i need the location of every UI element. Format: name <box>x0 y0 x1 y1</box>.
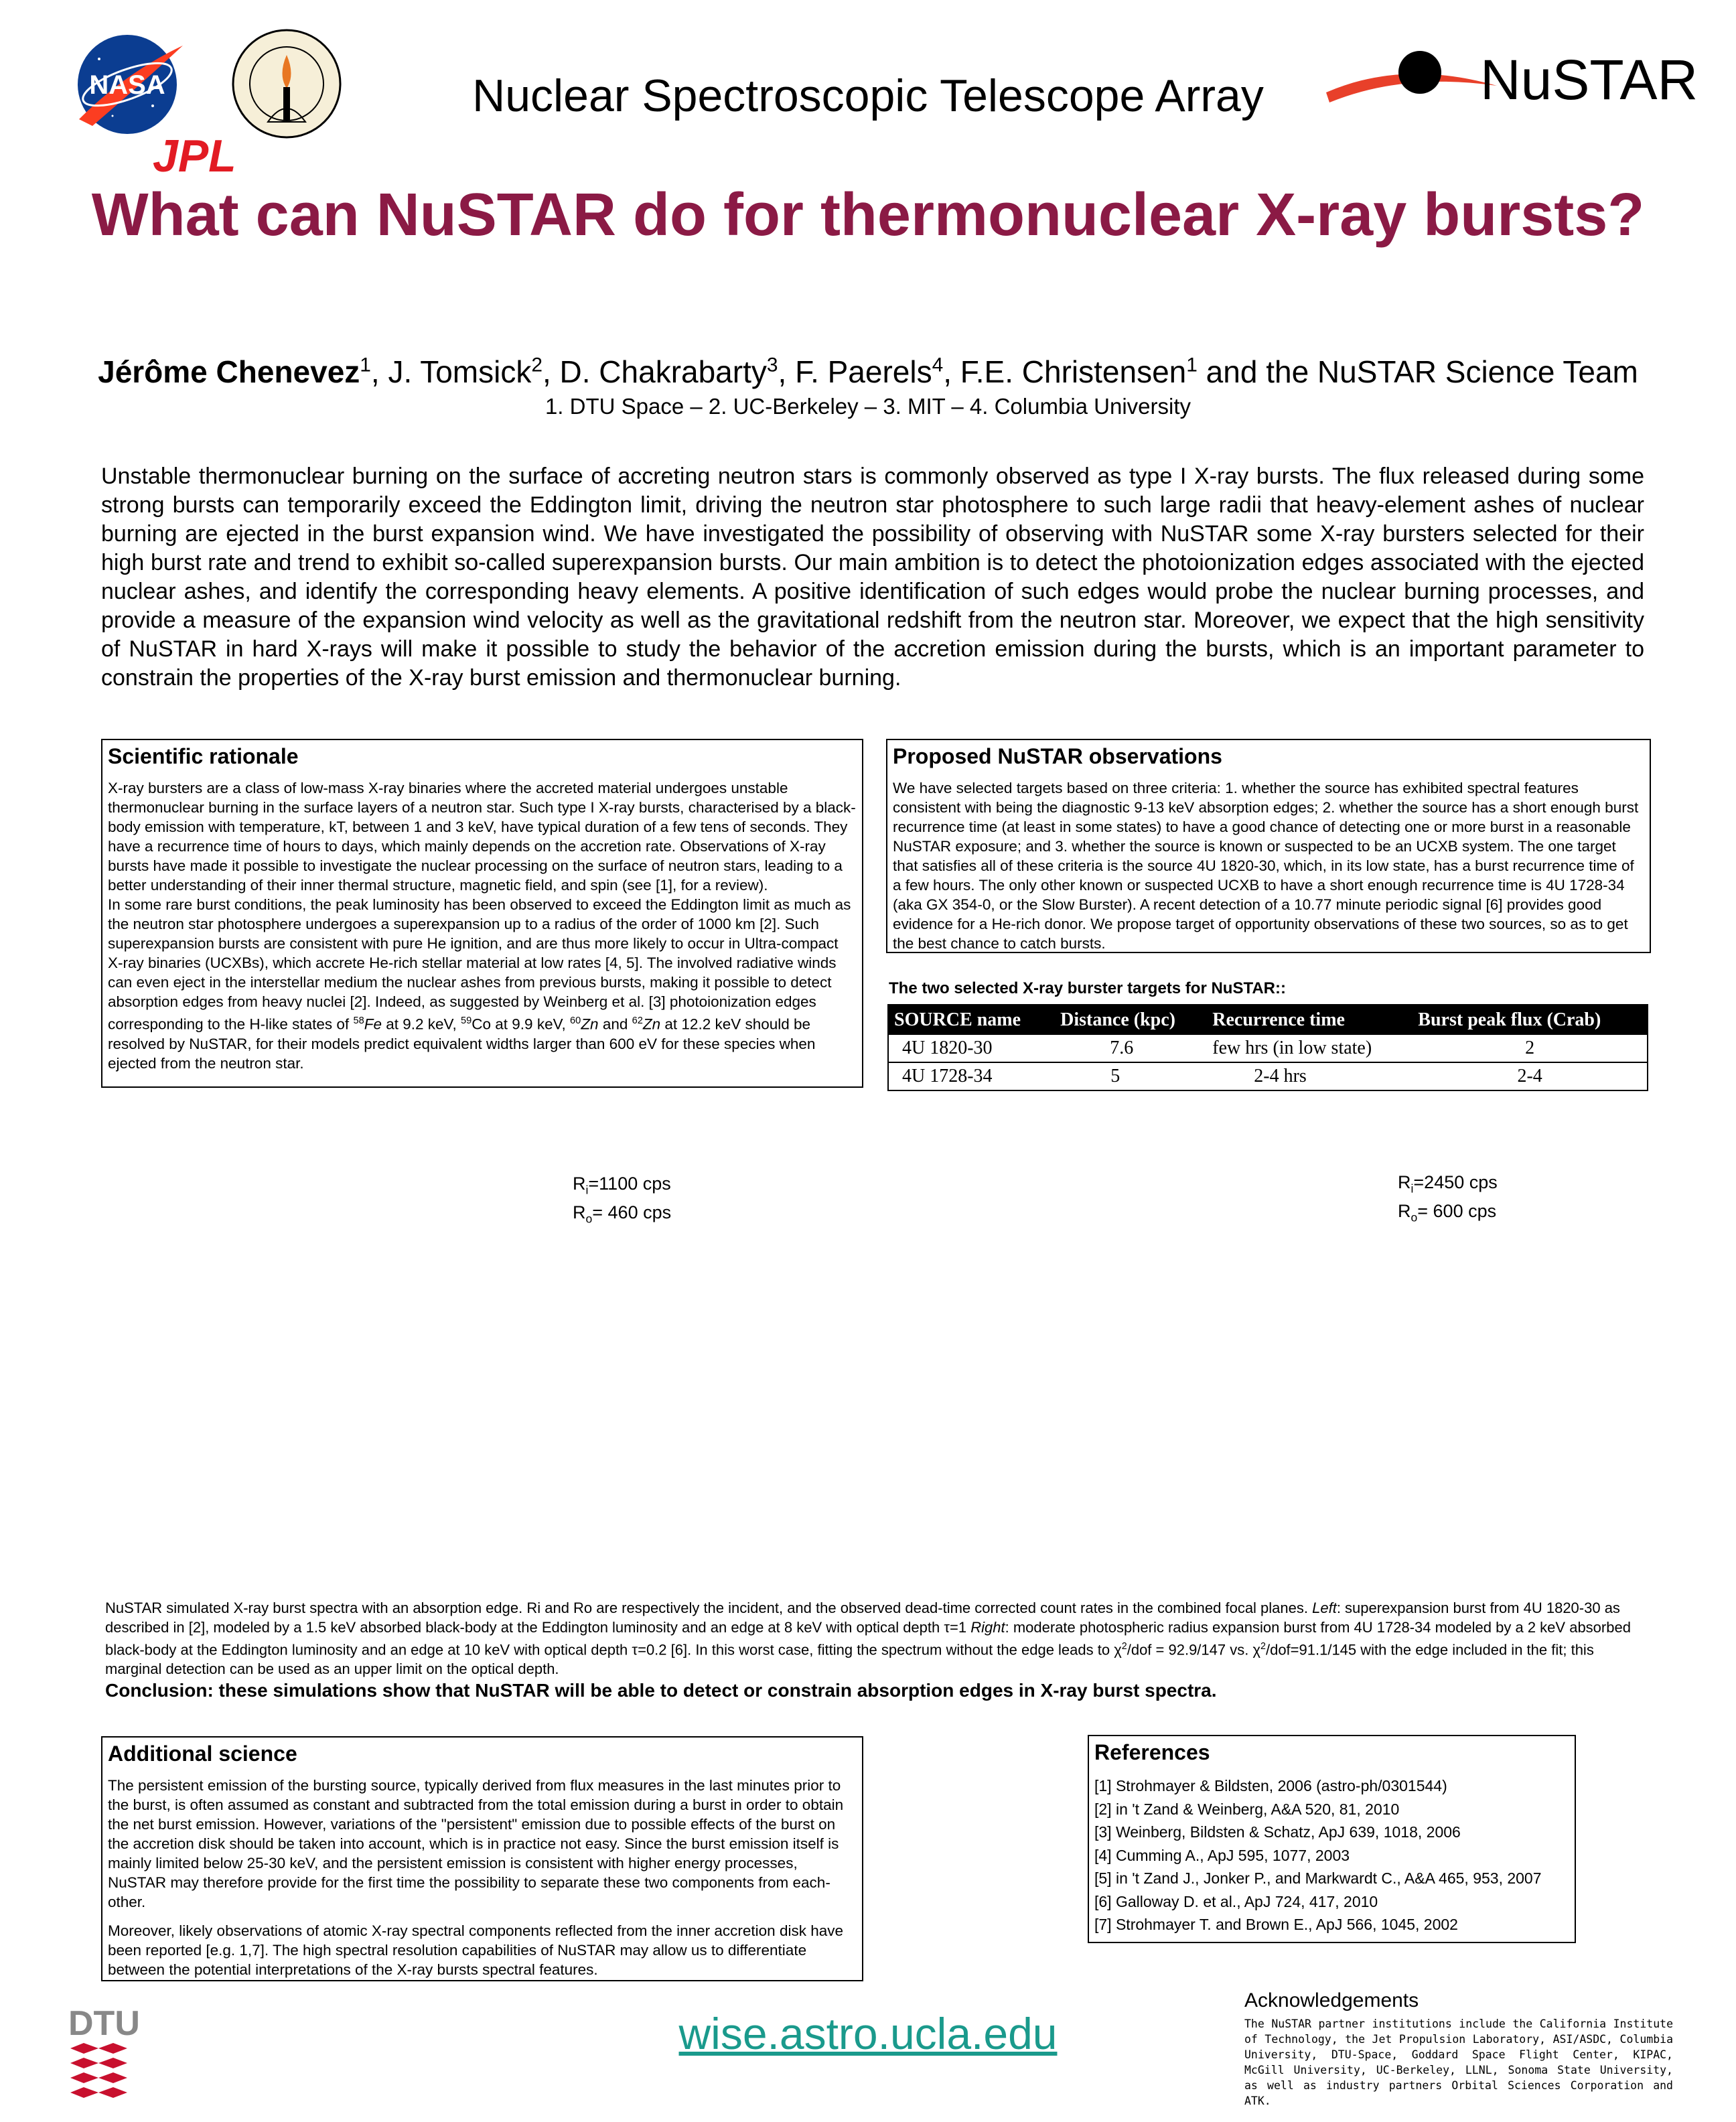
author-name: D. Chakrabarty <box>559 354 767 389</box>
author-sep: , <box>370 354 388 389</box>
acknowledgements-body: The NuSTAR partner institutions include the California Institute of Technology, the Jet Propulsion Laboratory, ASI/ASDC, Columbia University, DTU-Space, Goddard Space Flight Center, KIPAC, McGill University, UC-Berkeley, LLNL, Sonoma State University, as well as industry partners Orbital Sciences Corporation and ATK. <box>1244 2018 1673 2107</box>
column-header: Recurrence time <box>1207 1005 1413 1035</box>
figure-caption: NuSTAR simulated X-ray burst spectra with an absorption edge. Ri and Ro are respectively the incident, and the observed dead-time corrected count rates in the combined focal planes. Left: superexpansion burst from 4U 1820-30 as described in [2], modeled by a 1.5 keV absorbed black-body at the Eddington luminosity and an edge at 8 keV with optical depth τ=1 Right: moderate photospheric radius expansion burst from 4U 1728-34 modeled by a 2 keV absorbed black-body at the Eddington luminosity and an edge at 10 keV with optical depth τ=0.2 [6]. In this worst case, fitting the spectrum without the edge leads to $\chi^2$/dof = 92.9/147 vs. $\chi^2/dof=91.1/145$ with the edge included in the fit; this marginal detection can be used as an upper limit on the optical depth. <box>105 1600 1631 1678</box>
reference-list <box>1094 1774 1569 1936</box>
reference-item: [5] in 't Zand J., Jonker P., and Markwardt C., A&A 465, 953, 2007 <box>1094 1869 1542 1887</box>
right-rates: $R_i=2450$ cps $R_o= 600$ cps <box>1398 1172 1498 1224</box>
scientific-rationale-box <box>101 739 863 1088</box>
svg-text:DTU: DTU <box>68 2004 140 2043</box>
table-header-row <box>888 1005 1648 1035</box>
svg-text:NASA: NASA <box>89 70 165 100</box>
column-header: Distance (kpc) <box>1055 1005 1207 1035</box>
cell: few hrs (in low state) <box>1207 1035 1413 1062</box>
section-heading: Additional science <box>108 1742 297 1766</box>
author-name: F.E. Christensen <box>960 354 1187 389</box>
authors <box>0 354 1736 390</box>
proposed-observations-box <box>886 739 1651 953</box>
cell: 4U 1728-34 <box>888 1062 1055 1090</box>
targets-table <box>887 1004 1648 1091</box>
svg-text:JPL: JPL <box>153 131 236 182</box>
proposed-body: We have selected targets based on three criteria: 1. whether the source has exhibited spectral features consistent with being the diagnostic 9-13 keV absorption edges; 2. whether the source has a short enough burst recurrence time (at least in some states) to have a good chance of detecting one or more burst in a reasonable NuSTAR exposure; and 3. whether the source is known or suspected to be an UCXB system. The one target that satisfies all of these criteria is the source 4U 1820-30, which, in its low state, has a burst recurrence time of a few hours. The only other known or suspected UCXB to have a short enough recurrence time is 4U 1728-34 (aka GX 354-0, or the Slow Burster). A recent detection of a 10.77 minute periodic signal [6] provides good evidence for a He-rich donor. We propose target of opportunity observations of these two sources, so as to get the best chance to catch bursts. <box>893 780 1639 952</box>
reference-item: [4] Cumming A., ApJ 595, 1077, 2003 <box>1094 1846 1350 1864</box>
reference-item: [6] Galloway D. et al., ApJ 724, 417, 2010 <box>1094 1892 1378 1910</box>
section-heading: References <box>1094 1740 1210 1764</box>
rationale-paragraph-2: In some rare burst conditions, the peak luminosity has been observed to exceed the Eddington limit as much as the neutron star photosphere undergoes a superexpansion up to a radius of the order of 1000 km [2]. Such superexpansion bursts are consistent with pure He ignition, and are thus more likely to occur in Ultra-compact X-ray binaries (UCXBs), which accrete He-rich stellar material at low rates [4, 5]. The involved radiative winds can even eject in the interstellar medium the nuclear ashes from previous bursts, making it possible to detect absorption edges from heavy nuclei [2]. Indeed, as suggested by Weinberg et al. [3] photoionization edges corresponding to the H-like states of $^{58}$Fe at 9.2 keV, $^{59}$Co at 9.9 keV, $^{60}$Zn and $^{62}$Zn at 12.2 keV should be resolved by NuSTAR, for their models predict equivalent widths larger than 600 eV for these species when ejected from the neutron star. <box>108 896 851 1072</box>
reference-item: [2] in 't Zand & Weinberg, A&A 520, 81, 2010 <box>1094 1800 1400 1818</box>
author-aff: 2 <box>531 354 542 376</box>
svg-text:NuSTAR: NuSTAR <box>1480 48 1698 111</box>
author-name: J. Tomsick <box>388 354 532 389</box>
reference-item: [3] Weinberg, Bildsten & Schatz, ApJ 639, 1018, 2006 <box>1094 1823 1461 1841</box>
table-caption: The two selected X-ray burster targets for NuSTAR:: <box>889 979 1286 997</box>
author-aff: 1 <box>360 354 371 376</box>
additional-paragraph-2: Moreover, likely observations of atomic X-ray spectral components reflected from the inner accretion disk have been reported [e.g. 1,7]. The high spectral resolution capabilities of NuSTAR may allow us to differentiate between the potential interpretations of the X-ray bursts spectral features. <box>108 1922 843 1978</box>
section-heading: Proposed NuSTAR observations <box>893 744 1222 768</box>
additional-science-box <box>101 1736 863 1981</box>
cell: 7.6 <box>1055 1035 1207 1062</box>
reference-item: [7] Strohmayer T. and Brown E., ApJ 566, 1045, 2002 <box>1094 1916 1458 1933</box>
author-name: F. Paerels <box>795 354 932 389</box>
author-sep: , <box>542 354 560 389</box>
rationale-paragraph-1: X-ray bursters are a class of low-mass X-ray binaries where the accreted material undergoes unstable thermonuclear burning in the surface layers of a neutron star. Such type I X-ray bursts, characterised by a black-body emission with temperature, kT, between 1 and 3 keV, have typical duration of a few tens of seconds. They have a recurrence time of hours to days, which mainly depends on the accretion rate. Observations of X-ray bursts have made it possible to investigate the nuclear processing on the surface of neutron stars, leading to a better understanding of their inner thermal structure, magnetic field, and spin (see [1], for a review). <box>108 780 856 894</box>
author-aff: 4 <box>932 354 944 376</box>
acknowledgements-heading: Acknowledgements <box>1244 1989 1419 2011</box>
conclusion: Conclusion: these simulations show that NuSTAR will be able to detect or constrain absorption edges in X-ray burst spectra. <box>105 1680 1217 1701</box>
author-aff: 1 <box>1186 354 1198 376</box>
jpl-logo <box>153 131 267 182</box>
cell: 2-4 <box>1413 1062 1648 1090</box>
left-rates: $R_i=1100$ cps $R_o= 460$ cps <box>573 1174 672 1226</box>
author-sep: , <box>778 354 796 389</box>
subtitle: Nuclear Spectroscopic Telescope Array <box>472 70 1264 121</box>
cell: 5 <box>1055 1062 1207 1090</box>
author-name: Jérôme Chenevez <box>98 354 360 389</box>
page-title: What can NuSTAR do for thermonuclear X-ray bursts? <box>91 182 1645 249</box>
references-box <box>1088 1735 1576 1943</box>
abstract: Unstable thermonuclear burning on the surface of accreting neutron stars is commonly observed as type I X-ray bursts. The flux released during some strong bursts can temporarily exceed the Eddington limit, driving the neutron star photosphere to such large radii that heavy-element ashes of nuclear burning are ejected in the burst expansion wind. We have investigated the possibility of observing with NuSTAR some X-ray bursters selected for their high burst rate and trend to exhibit so-called superexpansion bursts. Our main ambition is to detect the photoionization edges associated with the ejected nuclear ashes, and identify the corresponding heavy elements. A positive identification of such edges would probe the nuclear burning processes, and provide a measure of the expansion wind velocity as well as the gravitational redshift from the neutron star. Moreover, we expect that the high sensitivity of NuSTAR in hard X-rays will make it possible to study the behavior of the accretion emission during the bursts, which is an important parameter to constrain the properties of the X-ray burst emission and thermonuclear burning. <box>101 464 1644 691</box>
table-row <box>888 1062 1648 1090</box>
column-header: SOURCE name <box>888 1005 1055 1035</box>
additional-paragraph-1: The persistent emission of the bursting source, typically derived from flux measures in the last minutes prior to the burst, is often assumed as constant and subtracted from the total emission during a burst in order to obtain the net burst emission. However, variations of the "persistent" emission due to possible effects of the burst on the accretion disk should be taken into account, which is in practice not easy. Since the burst emission itself is mainly limited below 25-30 keV, and the persistent emission is consistent with higher energy processes, NuSTAR may therefore provide for the first time the possibility to separate these two components from each-other. <box>108 1777 844 1910</box>
author-sep: and the NuSTAR Science Team <box>1197 354 1638 389</box>
author-sep: , <box>943 354 960 389</box>
cell: 2 <box>1413 1035 1648 1062</box>
cell: 4U 1820-30 <box>888 1035 1055 1062</box>
section-heading: Scientific rationale <box>108 744 299 768</box>
table-row <box>888 1035 1648 1062</box>
affiliations: 1. DTU Space – 2. UC-Berkeley – 3. MIT – 4. Columbia University <box>545 394 1191 419</box>
cell: 2-4 hrs <box>1207 1062 1413 1090</box>
column-header: Burst peak flux (Crab) <box>1413 1005 1648 1035</box>
website-link[interactable]: wise.astro.ucla.edu <box>678 2009 1058 2058</box>
reference-item: [1] Strohmayer & Bildsten, 2006 (astro-ph/0301544) <box>1094 1777 1447 1794</box>
author-aff: 3 <box>766 354 778 376</box>
